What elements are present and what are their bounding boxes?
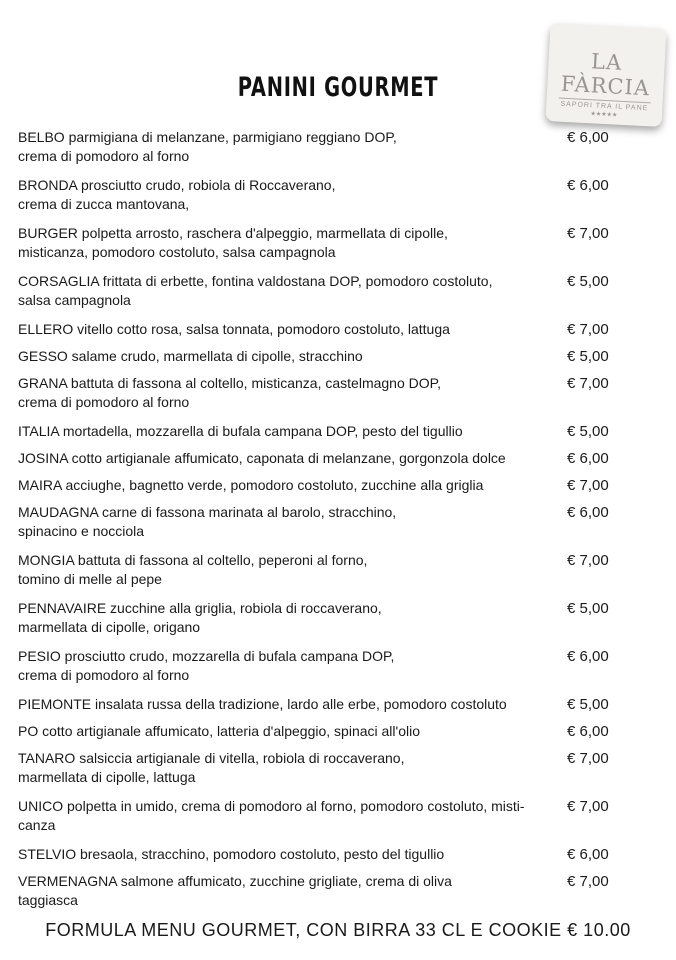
menu-item-price: € 7,00	[567, 750, 609, 767]
menu-item-description: cotto artigianale affumicato, caponata di melanzane, gorgonzola dolce	[67, 450, 506, 466]
menu-item-description-line2: spinacino e nocciola	[18, 523, 145, 539]
footer-offer: FORMULA MENU GOURMET, CON BIRRA 33 CL E COOKIE € 10.00	[45, 920, 631, 940]
menu-item-price: € 6,00	[567, 648, 609, 665]
menu-item-description: salmone affumicato, zucchine grigliate, crema di oliva	[116, 873, 452, 889]
menu-item-description: mortadella, mozzarella di bufala campana DOP, pesto del tigullio	[58, 423, 463, 439]
menu-item-name: ITALIA	[18, 423, 59, 439]
menu-item-description-line2: tomino di melle al pepe	[18, 571, 162, 587]
menu-item-price: € 6,00	[567, 129, 609, 146]
menu-item-price: € 5,00	[567, 696, 609, 713]
page-title: PANINI GOURMET	[237, 72, 439, 103]
menu-item-price: € 5,00	[567, 600, 609, 617]
menu-item	[18, 695, 618, 722]
menu-item-description: salsiccia artigianale di vitella, robiola di roccaverano,	[75, 750, 405, 766]
menu-item	[18, 551, 618, 599]
menu-item-text	[18, 449, 558, 468]
menu-item-text	[18, 647, 558, 666]
menu-item-price: € 6,00	[567, 723, 609, 740]
menu-item-name: PENNAVAIRE	[18, 600, 107, 616]
menu-item	[18, 845, 618, 872]
menu-item-description: bresaola, stracchino, pomodoro costoluto, pesto del tigullio	[76, 846, 445, 862]
menu-item-text	[18, 845, 558, 864]
menu-item-price: € 7,00	[567, 321, 609, 338]
menu-item-price: € 7,00	[567, 375, 609, 392]
menu-item-price: € 7,00	[567, 225, 609, 242]
menu-item-name: MAIRA	[18, 477, 62, 493]
menu-item-description: prosciutto crudo, mozzarella di bufala campana DOP,	[60, 648, 395, 664]
menu-item-text	[18, 476, 558, 495]
menu-item-description-line2: crema di pomodoro al forno	[18, 667, 190, 683]
menu-item-description-line2: salsa campagnola	[18, 292, 131, 308]
menu-item-name: GESSO	[18, 348, 68, 364]
menu-item-name: MAUDAGNA	[18, 504, 99, 520]
menu-item-description-line2: taggiasca	[18, 892, 78, 908]
menu-item-name: JOSINA	[18, 450, 68, 466]
menu-item-description: zucchine alla griglia, robiola di roccaverano,	[106, 600, 382, 616]
menu-item-name: PIEMONTE	[18, 696, 92, 712]
menu-item	[18, 449, 618, 476]
menu-item-price: € 5,00	[567, 348, 609, 365]
menu-item-text	[18, 599, 558, 618]
menu-item-text	[18, 347, 558, 366]
menu-item	[18, 128, 618, 176]
menu-item-price: € 5,00	[567, 423, 609, 440]
menu-item-description: polpetta in umido, crema di pomodoro al forno, pomodoro costoluto, misti-	[63, 798, 525, 814]
menu-item	[18, 176, 618, 224]
menu-item	[18, 347, 618, 374]
menu-item-description: carne di fassona marinata al barolo, stracchino,	[98, 504, 397, 520]
menu-item-name: CORSAGLIA	[18, 273, 99, 289]
menu-item-text	[18, 503, 558, 522]
menu-item-text	[18, 695, 558, 714]
menu-item-name: GRANA	[18, 375, 68, 391]
menu-item	[18, 320, 618, 347]
menu-item-name: PESIO	[18, 648, 61, 664]
menu-item-text	[18, 176, 558, 195]
menu-item-description-line2: crema di pomodoro al forno	[18, 148, 190, 164]
menu-item-price: € 7,00	[567, 798, 609, 815]
menu-item	[18, 749, 618, 797]
menu-item-name: PO	[18, 723, 39, 739]
menu-item-text	[18, 374, 558, 393]
menu-item-name: ELLERO	[18, 321, 74, 337]
menu-item	[18, 272, 618, 320]
menu-item-name: TANARO	[18, 750, 76, 766]
menu-item-text	[18, 320, 558, 339]
menu-item-text	[18, 797, 558, 816]
menu-item-price: € 7,00	[567, 552, 609, 569]
menu-item-text	[18, 872, 558, 891]
menu-item	[18, 647, 618, 695]
menu-item	[18, 374, 618, 422]
menu-item	[18, 476, 618, 503]
menu-item-description: vitello cotto rosa, salsa tonnata, pomodoro costoluto, lattuga	[73, 321, 450, 337]
menu-item-text	[18, 551, 558, 570]
menu-item-description-line2: misticanza, pomodoro costoluto, salsa campagnola	[18, 244, 336, 260]
menu-item-price: € 5,00	[567, 273, 609, 290]
menu-item	[18, 224, 618, 272]
menu-item	[18, 422, 618, 449]
menu-item-text	[18, 128, 558, 147]
menu-item-description-line2: marmellata di cipolle, origano	[18, 619, 201, 635]
menu-item-description: acciughe, bagnetto verde, pomodoro costoluto, zucchine alla griglia	[61, 477, 484, 493]
menu-item-description-line2: crema di pomodoro al forno	[18, 394, 190, 410]
menu-item-name: UNICO	[18, 798, 64, 814]
menu-item-text	[18, 272, 558, 291]
menu-item-price: € 6,00	[567, 177, 609, 194]
menu-item-text	[18, 422, 558, 441]
logo-name: LA FÀRCIA	[559, 48, 654, 104]
menu-item-description: frittata di erbette, fontina valdostana DOP, pomodoro costoluto,	[98, 273, 493, 289]
logo-stars: ★★★★★	[590, 111, 618, 119]
menu-item-description: prosciutto crudo, robiola di Roccaverano,	[77, 177, 336, 193]
menu-item-name: BELBO	[18, 129, 65, 145]
menu-item-price: € 6,00	[567, 846, 609, 863]
menu-item-description: battuta di fassona al coltello, peperoni al forno,	[74, 552, 368, 568]
menu-item-price: € 7,00	[567, 873, 609, 890]
menu-item-text	[18, 722, 558, 741]
menu-item-price: € 7,00	[567, 477, 609, 494]
menu-item-description: insalata russa della tradizione, lardo alle erbe, pomodoro costoluto	[91, 696, 507, 712]
menu-item-text	[18, 749, 558, 768]
menu-list	[18, 128, 618, 920]
menu-item	[18, 599, 618, 647]
menu-item-description-line2: canza	[18, 817, 56, 833]
logo-tagline: SAPORI TRA IL PANE	[560, 100, 649, 113]
menu-item-description-line2: marmellata di cipolle, lattuga	[18, 769, 196, 785]
menu-item-description: battuta di fassona al coltello, misticanza, castelmagno DOP,	[67, 375, 442, 391]
menu-item	[18, 872, 618, 920]
menu-item-name: MONGIA	[18, 552, 75, 568]
menu-item-description-line2: crema di zucca mantovana,	[18, 196, 190, 212]
menu-item-description: salame crudo, marmellata di cipolle, stracchino	[67, 348, 363, 364]
menu-item-description: parmigiana di melanzane, parmigiano reggiano DOP,	[64, 129, 397, 145]
menu-item-price: € 6,00	[567, 450, 609, 467]
menu-item-name: VERMENAGNA	[18, 873, 117, 889]
menu-item-description: polpetta arrosto, raschera d'alpeggio, marmellata di cipolle,	[77, 225, 448, 241]
menu-item	[18, 722, 618, 749]
menu-item-name: BURGER	[18, 225, 78, 241]
menu-item-name: BRONDA	[18, 177, 78, 193]
menu-item-name: STELVIO	[18, 846, 77, 862]
menu-item	[18, 797, 618, 845]
menu-item-description: cotto artigianale affumicato, latteria d'alpeggio, spinaci all'olio	[38, 723, 420, 739]
menu-item-text	[18, 224, 558, 243]
menu-item	[18, 503, 618, 551]
menu-item-price: € 6,00	[567, 504, 609, 521]
